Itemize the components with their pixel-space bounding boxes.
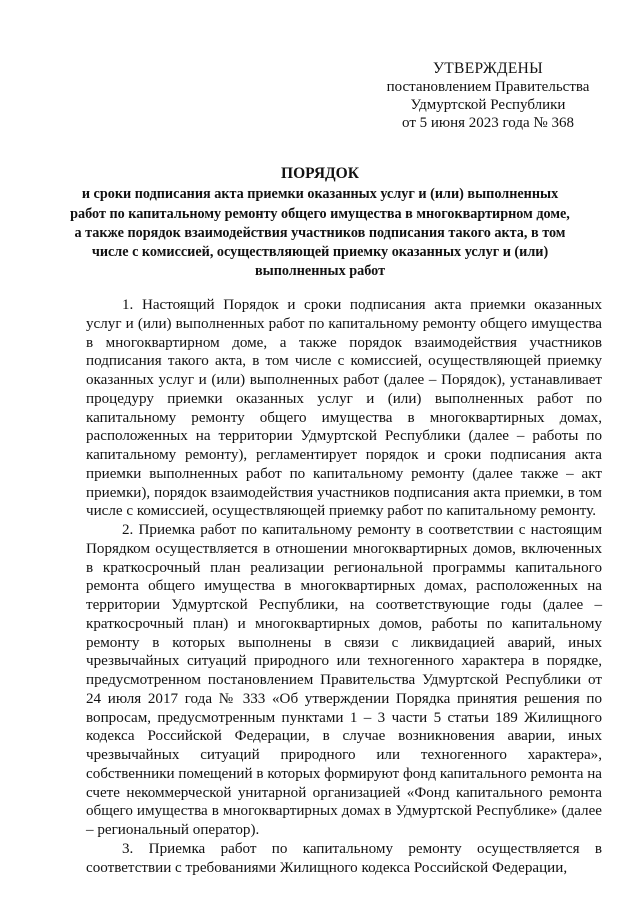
- document-title: [70, 164, 570, 282]
- paragraph-2: 2. Приемка работ по капитальному ремонту в соответствии с настоящим Порядком осуществляется в отношении многоквартирных домов, включенных в краткосрочный план реализации региональной программы капитального ремонта общего имущества в многоквартирных домах, расположенных на территории Удмуртской Республики, на соответствующие годы (далее – краткосрочный план) и многоквартирных домов, работы по капитальному ремонту в которых выполнены в связи с ликвидацией аварий, иных чрезвычайных ситуаций природного или техногенного характера в порядке, предусмотренном постановлением Правительства Удмуртской Республики от 24 июля 2017 года № 333 «Об утверждении Порядка принятия решения по вопросам, предусмотренным пунктами 1 – 3 части 5 статьи 189 Жилищного кодекса Российской Федерации, в случае возникновения аварии, иных чрезвычайных ситуаций природного или техногенного характера», собственники помещений в которых формируют фонд капитального ремонта на счете некоммерческой унитарной организацией «Фонд капитального ремонта общего имущества в многоквартирных домах в Удмуртской Республике» (далее – региональный оператор).: [86, 522, 602, 838]
- approval-line-3: от 5 июня 2023 года № 368: [402, 115, 574, 131]
- approval-heading: УТВЕРЖДЕНЫ: [433, 60, 543, 77]
- document-body: [86, 296, 602, 877]
- title-subtitle: и сроки подписания акта приемки оказанных услуг и (или) выполненных работ по капитальному ремонту общего имущества в многоквартирном доме, а также порядок взаимодействия участников подписания такого акта, в том числе с комиссией, осуществляющей приемку оказанных услуг и (или) выполненных работ: [70, 186, 570, 280]
- approval-line-2: Удмуртской Республики: [410, 97, 566, 113]
- approval-stamp: [368, 60, 608, 132]
- title-main: ПОРЯДОК: [281, 165, 359, 182]
- paragraph-1: 1. Настоящий Порядок и сроки подписания акта приемки оказанных услуг и (или) выполненных работ по капитальному ремонту общего имущества в многоквартирном доме, а также порядок взаимодействия участников подписания такого акта, в том числе с комиссией, осуществляющей приемку оказанных услуг и (или) выполненных работ (далее – Порядок), устанавливает процедуру приемки оказанных услуг и (или) выполненных работ по капитальному ремонту общего имущества в многоквартирных домах, расположенных на территории Удмуртской Республики (далее – работы по капитальному ремонту), регламентирует порядок и сроки подписания акта приемки выполненных работ по капитальному ремонту (далее также – акт приемки), порядок взаимодействия участников подписания акта приемки, в том числе с комиссией, осуществляющей приемку работ по капитальному ремонту.: [86, 297, 602, 520]
- paragraph-3: 3. Приемка работ по капитальному ремонту осуществляется в соответствии с требованиями Жилищного кодекса Российской Федерации,: [86, 840, 602, 876]
- approval-line-1: постановлением Правительства: [386, 79, 590, 95]
